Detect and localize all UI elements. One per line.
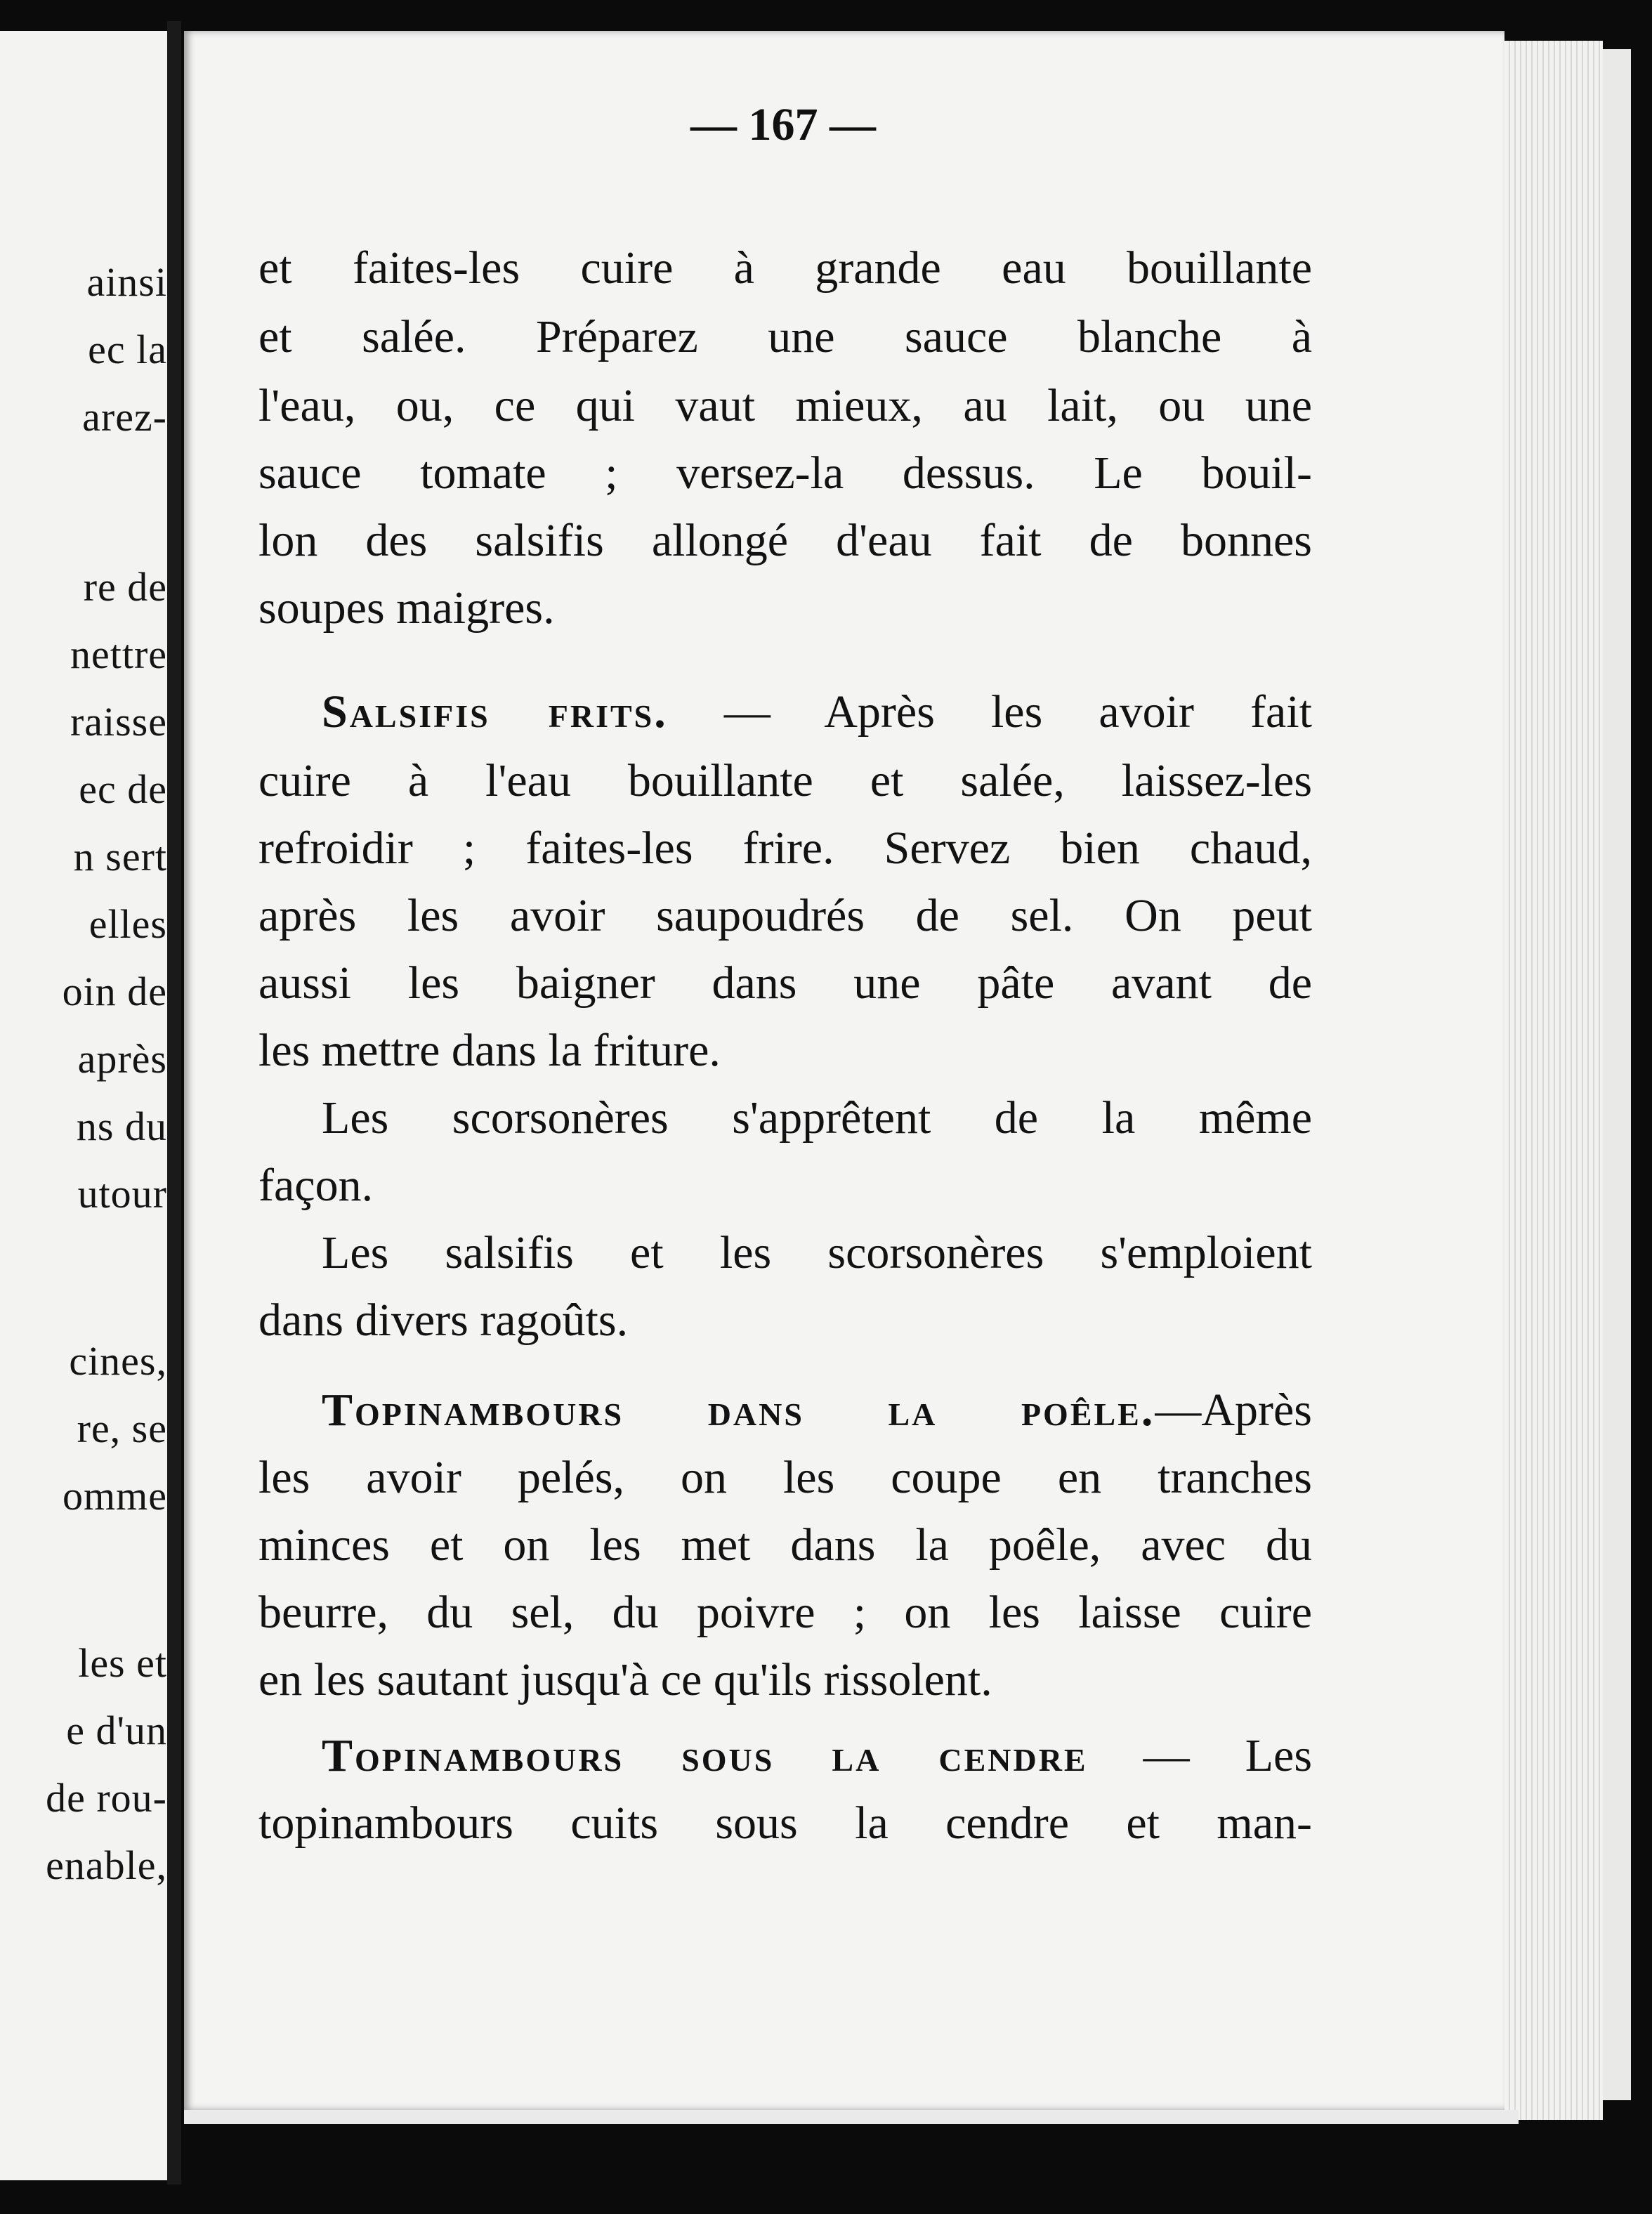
section-first-line (258, 1382, 1312, 1439)
left-page-line: raisse (70, 699, 167, 745)
left-page-line: nettre (70, 631, 167, 677)
text-line: aussi les baigner dans une pâte avant de (258, 957, 1312, 1009)
section-first-line (258, 684, 1312, 740)
section-first-line (258, 1728, 1312, 1784)
left-page-line: ainsi (86, 259, 167, 305)
text-line: refroidir ; faites-les frire. Servez bien chaud, (258, 823, 1312, 874)
left-page-line: cines, (69, 1338, 167, 1384)
left-page-line: ns du (76, 1103, 167, 1149)
left-page-line: arez- (82, 394, 167, 440)
left-page-line: de rou- (46, 1775, 167, 1821)
left-page-line: ec de (79, 766, 167, 812)
text-line: topinambours cuits sous la cendre et man- (258, 1797, 1312, 1849)
text-line: Les salsifis et les scorsonères s'emploient (322, 1227, 1312, 1278)
left-page-line: après (77, 1036, 167, 1082)
page-edge-right (1603, 49, 1631, 2100)
text-line: en les sautant jusqu'à ce qu'ils rissolent. (258, 1654, 992, 1705)
text-line: lon des salsifis allongé d'eau fait de bonnes (258, 515, 1312, 566)
left-page-line: omme (63, 1473, 167, 1519)
left-page-line: les et (78, 1640, 167, 1686)
text-line: beurre, du sel, du poivre ; on les laisse cuire (258, 1587, 1312, 1638)
text-line: dans divers ragoûts. (258, 1295, 629, 1346)
text-line: sauce tomate ; versez-la dessus. Le bouil- (258, 447, 1312, 499)
text-line: cuire à l'eau bouillante et salée, laissez-les (258, 755, 1312, 806)
left-page-line: re de (83, 564, 167, 610)
text-line: les avoir pelés, on les coupe en tranches (258, 1452, 1312, 1503)
left-page-line: elles (88, 901, 167, 947)
left-page-line: utour (77, 1171, 167, 1217)
left-page-line: e d'un (66, 1708, 167, 1753)
page-edges (1504, 41, 1603, 2120)
text-line: soupes maigres. (258, 582, 555, 634)
left-page-line: enable, (46, 1842, 167, 1888)
text-run: — Après les avoir fait (667, 686, 1312, 738)
text-line: et faites-les cuire à grande eau bouillante (258, 242, 1312, 294)
left-page-line: n sert (73, 834, 167, 879)
text-line: Les scorsonères s'apprêtent de la même (322, 1092, 1312, 1144)
left-page-line: ec la (88, 327, 167, 372)
text-line: minces et on les met dans la poêle, avec du (258, 1519, 1312, 1571)
page-number: — 167 — (690, 99, 876, 150)
left-page-line: oin de (62, 969, 167, 1014)
left-page-line: re, se (77, 1406, 167, 1451)
section-heading-topinambours-poele: Topinambours dans la poêle. (322, 1384, 1155, 1436)
text-line: et salée. Préparez une sauce blanche à (258, 311, 1312, 362)
text-line: l'eau, ou, ce qui vaut mieux, au lait, ou une (258, 380, 1312, 431)
text-run: —Après (1155, 1384, 1312, 1436)
text-line: façon. (258, 1160, 374, 1211)
page-bottom-edge (184, 2110, 1519, 2124)
section-heading-topinambours-cendre: Topinambours sous la cendre (322, 1730, 1088, 1781)
text-run: — Les (1087, 1730, 1313, 1781)
text-line: les mettre dans la friture. (258, 1025, 721, 1076)
left-page-fragment (0, 31, 167, 2180)
text-line: après les avoir saupoudrés de sel. On peut (258, 890, 1312, 941)
section-heading-salsifis-frits: Salsifis frits. (322, 686, 668, 738)
book-gutter (167, 21, 181, 2184)
